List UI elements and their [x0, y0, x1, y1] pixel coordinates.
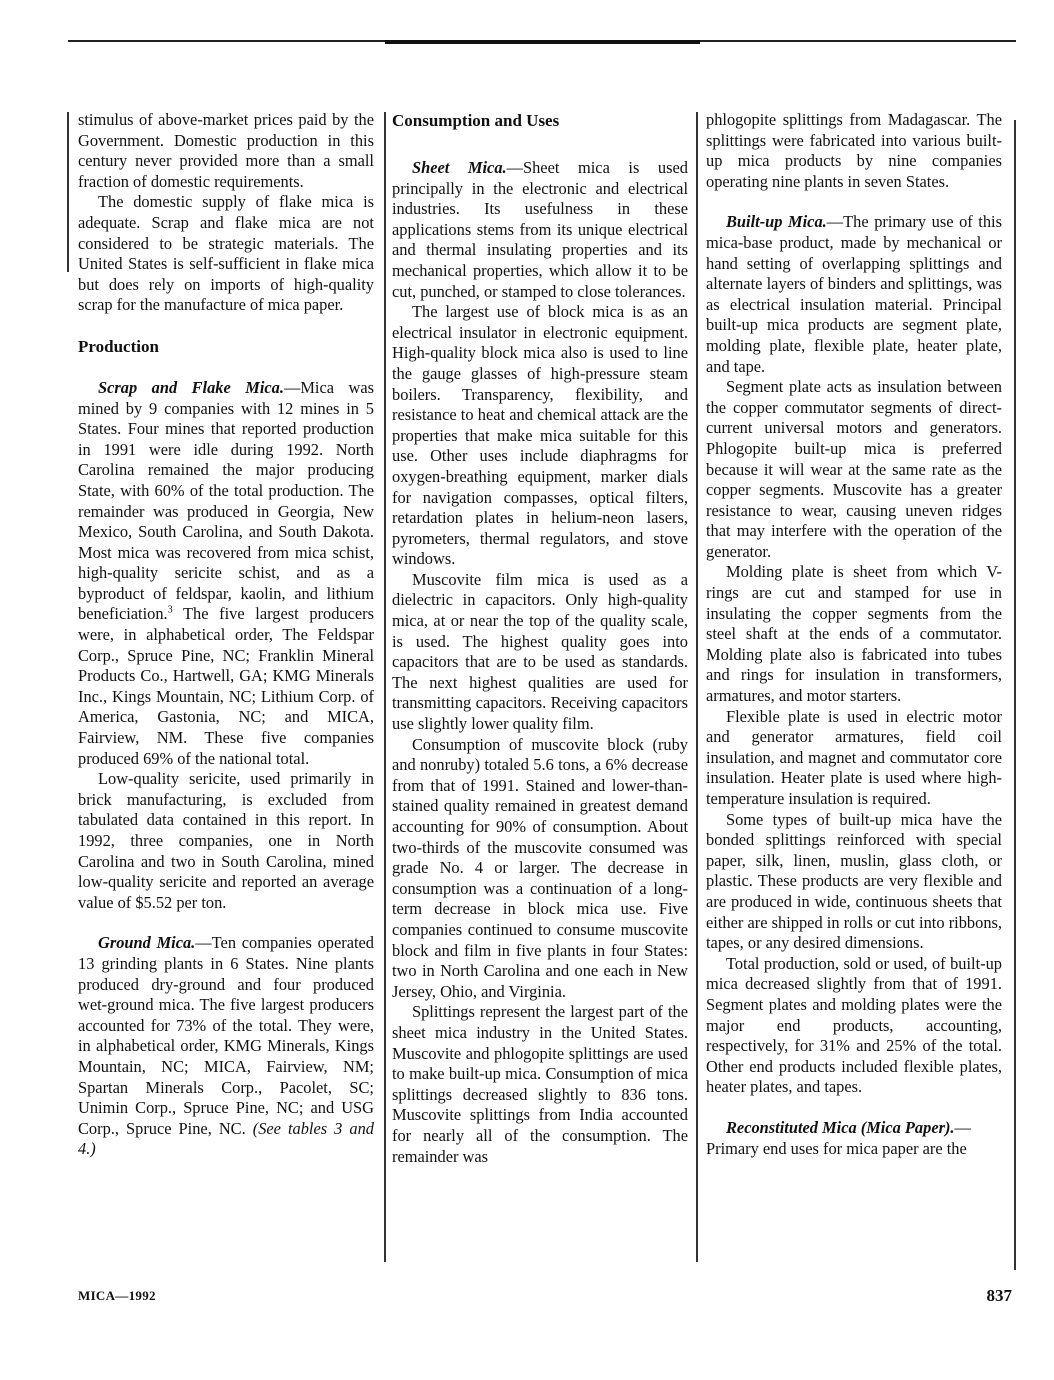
- paragraph: phlogopite splittings from Madagascar. The splittings were fabricated into various built-up mica products by nine companies operating nine plants in seven States.: [706, 110, 1002, 191]
- paragraph-text: —: [954, 1117, 971, 1137]
- paragraph: Total production, sold or used, of built-up mica decreased slightly from that of 1991. Segment plates and molding plates were the major end products, accounting, respectively, for 31% and 25% of the total. Other end products included flexible plates, heater plates, and tapes.: [706, 953, 1002, 1097]
- running-footer: MICA—1992: [78, 1288, 156, 1303]
- page-number: 837: [986, 1286, 1012, 1305]
- paragraph: Muscovite film mica is used as a dielectric in capacitors. Only high-quality mica, at or near the top of the quality scale, is used. The highest quality goes into capacitors that are to be used as standards. The next highest qualities are used for transmitting capacitors. Receiving capacitors use slightly lower quality film.: [392, 569, 688, 734]
- column-left: [78, 110, 374, 1160]
- paragraph-text: —Sheet mica is used principally in the electronic and electrical industries. Its usefulness in these applications stems from its unique electrical and thermal insulating properties and its mechanical properties, which allow it to be cut, punched, or stamped to close tolerances.: [392, 158, 688, 301]
- paragraph-scrap-flake: [78, 378, 374, 769]
- header-rule-accent: [385, 40, 700, 44]
- column-rule-center-left: [384, 112, 386, 1262]
- section-heading-production: Production: [78, 336, 159, 356]
- paragraph: Segment plate acts as insulation between the copper commutator segments of direct-current universal motors and generators. Phlogopite built-up mica is preferred because it will wear at the same rate as the copper segments. Muscovite has a greater resistance to wear, causing uneven ridges that may interfere with the operation of the generator.: [706, 377, 1002, 561]
- paragraph: Splittings represent the largest part of the sheet mica industry in the United States. Muscovite and phlogopite splittings are used to make built-up mica. Consumption of mica splittings decreased slightly to 836 tons. Muscovite splittings from India accounted for nearly all of the consumption. The remainder was: [392, 1002, 688, 1166]
- column-rule-left: [67, 112, 69, 272]
- column-rule-center-right: [696, 112, 698, 1262]
- paragraph: Low-quality sericite, used primarily in brick manufacturing, is excluded from tabulated data contained in this report. In 1992, three companies, one in North Carolina and two in South Carolina, mined low-quality sericite and reported an average value of $5.52 per ton.: [78, 769, 374, 912]
- paragraph-text: The five largest producers were, in alphabetical order, The Feldspar Corp., Spruce Pine, NC; Franklin Mineral Products Co., Hartwell, GA; KMG Minerals Inc., Kings Mountain, NC; Lithium Corp. of America, Gastonia, NC; and MICA, Fairview, NM. These five companies produced 69% of the national total.: [78, 604, 374, 768]
- section-heading-consumption: Consumption and Uses: [392, 111, 560, 130]
- footnote-ref: 3: [167, 605, 173, 616]
- paragraph: Some types of built-up mica have the bonded splittings reinforced with special paper, silk, linen, muslin, glass cloth, or plastic. These products are very flexible and are produced in wide, continuous sheets that either are shipped in rolls or cut into ribbons, tapes, or any desired dimensions.: [706, 809, 1002, 953]
- paragraph-text: —Mica was mined by 9 companies with 12 mines in 5 States. Four mines that reported production in 1991 were idle during 1992. North Carolina remained the major producing State, with 60% of the total production. The remainder was produced in Georgia, New Mexico, South Carolina, and South Dakota. Most mica was recovered from mica schist, high-quality sericite schist, and as a byproduct of feldspar, kaolin, and lithium beneficiation.: [78, 377, 375, 624]
- column-right: [706, 110, 1002, 1159]
- table-reference: (See tables 3 and 4.): [78, 1118, 374, 1159]
- column-rule-right: [1014, 120, 1016, 1270]
- paragraph: Primary end uses for mica paper are the: [706, 1138, 967, 1158]
- paragraph-text: —The primary use of this mica-base product, made by mechanical or hand setting of overlapping splittings and alternate layers of binders and splittings, was as electrical insulation material. Principal built-up mica products are segment plate, molding plate, flexible plate, heater plate, and tape.: [706, 212, 1002, 376]
- paragraph-sheet-mica: [392, 158, 688, 302]
- paragraph-ground-mica: [78, 933, 374, 1160]
- column-middle: [392, 110, 688, 1167]
- paragraph: Flexible plate is used in electric motor and generator armatures, field coil insulation, and magnet and commutator core insulation. Heater plate is used where high-temperature insulation is required.: [706, 706, 1002, 808]
- subheading-scrap-flake: Scrap and Flake Mica.: [98, 377, 284, 397]
- paragraph: Molding plate is sheet from which V-rings are cut and stamped for use in insulating the copper segments from the steel shaft at the ends of a commutator. Molding plate also is fabricated into tubes and rings for insulation in transformers, armatures, and motor starters.: [706, 562, 1002, 706]
- paragraph-built-up-mica: [706, 212, 1002, 377]
- subheading-ground-mica: Ground Mica.: [98, 933, 196, 953]
- paragraph-reconstituted-mica: [706, 1118, 1002, 1139]
- paragraph-text: —Ten companies operated 13 grinding plants in 6 States. Nine plants produced dry-ground and four produced wet-ground mica. The five largest producers accounted for 73% of the total. They were, in alphabetical order, KMG Minerals, Kings Mountain, NC; MICA, Fairview, NM; Spartan Minerals Corp., Pacolet, SC; Unimin Corp., Spruce Pine, NC; and USG Corp., Spruce Pine, NC.: [78, 933, 374, 1138]
- subheading-reconstituted-mica: Reconstituted Mica (Mica Paper).: [726, 1117, 955, 1137]
- paragraph: Consumption of muscovite block (ruby and nonruby) totaled 5.6 tons, a 6% decrease from that of 1991. Stained and lower-than-stained quality remained in greatest demand accounting for 90% of consumption. About two-thirds of the muscovite consumed was grade No. 4 or larger. The decrease in consumption was a continuation of a long-term decrease in block mica use. Five companies continued to consume muscovite block and film in five plants in four States: two in North Carolina and one each in New Jersey, Ohio, and Virginia.: [392, 734, 688, 1001]
- paragraph: The domestic supply of flake mica is adequate. Scrap and flake mica are not considered to be strategic materials. The United States is self-sufficient in flake mica but does rely on imports of high-quality scrap for the manufacture of mica paper.: [78, 192, 374, 315]
- paragraph: The largest use of block mica is as an electrical insulator in electronic equipment. High-quality block mica also is used to line the gauge glasses of high-pressure steam boilers. Transparency, flexibility, and resistance to heat and chemical attack are the properties that make mica suitable for this use. Other uses include diaphragms for oxygen-breathing equipment, marker dials for navigation compasses, optical filters, retardation plates in helium-neon lasers, pyrometers, thermal regulators, and stove windows.: [392, 302, 688, 569]
- paragraph: stimulus of above-market prices paid by the Government. Domestic production in this century never provided more than a small fraction of domestic requirements.: [78, 110, 374, 191]
- subheading-built-up-mica: Built-up Mica.: [726, 212, 827, 232]
- subheading-sheet-mica: Sheet Mica.: [412, 158, 507, 177]
